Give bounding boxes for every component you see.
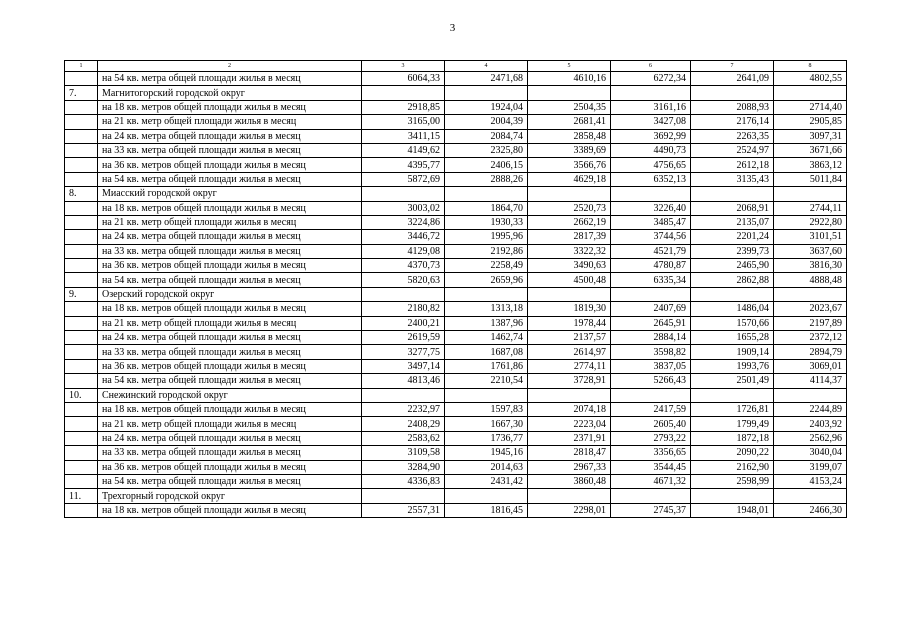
value-cell-col-5: 3728,91: [528, 374, 611, 388]
value-cell-col-6: 6352,13: [611, 172, 691, 186]
empty-cell: [65, 244, 98, 258]
value-cell-col-6: 3692,99: [611, 129, 691, 143]
value-cell-col-6: 4671,32: [611, 474, 691, 488]
value-cell-col-5: 3490,63: [528, 259, 611, 273]
value-cell-col-4: 2325,80: [445, 143, 528, 157]
table-row: [65, 345, 847, 359]
value-cell-col-7: 2399,73: [691, 244, 774, 258]
value-cell-col-5: 2298,01: [528, 503, 611, 517]
value-cell-col-6: 3226,40: [611, 201, 691, 215]
district-number: 10.: [65, 388, 98, 402]
district-number: 7.: [65, 86, 98, 100]
value-cell-col-5: 2681,41: [528, 115, 611, 129]
value-cell-col-4: 1736,77: [445, 431, 528, 445]
table-row: [65, 460, 847, 474]
value-cell-col-7: 1799,49: [691, 417, 774, 431]
row-description: на 36 кв. метров общей площади жилья в месяц: [98, 259, 362, 273]
table-row: [65, 201, 847, 215]
value-cell-col-8: 3040,04: [774, 446, 847, 460]
empty-cell: [65, 215, 98, 229]
value-cell-col-3: 6064,33: [362, 72, 445, 86]
row-description: на 33 кв. метра общей площади жилья в месяц: [98, 244, 362, 258]
table-row: [65, 374, 847, 388]
value-cell-col-6: 4490,73: [611, 143, 691, 157]
empty-cell: [691, 388, 774, 402]
empty-cell: [528, 489, 611, 503]
table-row: [65, 503, 847, 517]
value-cell-col-8: 2403,92: [774, 417, 847, 431]
table-row: [65, 143, 847, 157]
table-row: [65, 431, 847, 445]
row-description: на 24 кв. метра общей площади жилья в месяц: [98, 431, 362, 445]
empty-cell: [774, 388, 847, 402]
value-cell-col-3: 3277,75: [362, 345, 445, 359]
value-cell-col-5: 3389,69: [528, 143, 611, 157]
value-cell-col-8: 3816,30: [774, 259, 847, 273]
empty-cell: [65, 201, 98, 215]
value-cell-col-4: 1995,96: [445, 230, 528, 244]
table-body: [65, 61, 847, 518]
value-cell-col-7: 2162,90: [691, 460, 774, 474]
empty-cell: [528, 388, 611, 402]
value-cell-col-6: 4521,79: [611, 244, 691, 258]
empty-cell: [445, 489, 528, 503]
empty-cell: [65, 129, 98, 143]
value-cell-col-6: 6335,34: [611, 273, 691, 287]
row-description: на 21 кв. метр общей площади жилья в месяц: [98, 417, 362, 431]
table-row: [65, 259, 847, 273]
table-row: [65, 100, 847, 114]
value-cell-col-8: 2197,89: [774, 316, 847, 330]
value-cell-col-5: 2614,97: [528, 345, 611, 359]
empty-cell: [65, 273, 98, 287]
empty-cell: [774, 287, 847, 301]
row-description: на 33 кв. метра общей площади жилья в месяц: [98, 143, 362, 157]
empty-cell: [445, 388, 528, 402]
row-description: на 21 кв. метр общей площади жилья в месяц: [98, 115, 362, 129]
empty-cell: [65, 345, 98, 359]
value-cell-col-5: 3860,48: [528, 474, 611, 488]
table-row: [65, 230, 847, 244]
value-cell-col-3: 5820,63: [362, 273, 445, 287]
value-cell-col-8: 2023,67: [774, 302, 847, 316]
value-cell-col-3: 3165,00: [362, 115, 445, 129]
value-cell-col-5: 4629,18: [528, 172, 611, 186]
empty-cell: [611, 187, 691, 201]
column-number-6: 6: [611, 61, 691, 72]
table-row: [65, 72, 847, 86]
column-number-1: 1: [65, 61, 98, 72]
value-cell-col-8: 2466,30: [774, 503, 847, 517]
empty-cell: [65, 158, 98, 172]
value-cell-col-6: 2645,91: [611, 316, 691, 330]
value-cell-col-4: 2014,63: [445, 460, 528, 474]
value-cell-col-7: 2201,24: [691, 230, 774, 244]
value-cell-col-4: 1687,08: [445, 345, 528, 359]
value-cell-col-7: 1486,04: [691, 302, 774, 316]
value-cell-col-5: 1978,44: [528, 316, 611, 330]
value-cell-col-3: 4129,08: [362, 244, 445, 258]
empty-cell: [65, 446, 98, 460]
district-number: 11.: [65, 489, 98, 503]
value-cell-col-3: 4813,46: [362, 374, 445, 388]
value-cell-col-7: 1570,66: [691, 316, 774, 330]
empty-cell: [65, 259, 98, 273]
empty-cell: [445, 287, 528, 301]
empty-cell: [65, 359, 98, 373]
value-cell-col-8: 3097,31: [774, 129, 847, 143]
table-row: [65, 446, 847, 460]
row-description: на 54 кв. метра общей площади жилья в месяц: [98, 474, 362, 488]
district-row: [65, 86, 847, 100]
table-row: [65, 359, 847, 373]
empty-cell: [528, 287, 611, 301]
empty-cell: [65, 474, 98, 488]
empty-cell: [445, 86, 528, 100]
value-cell-col-7: 1909,14: [691, 345, 774, 359]
value-cell-col-8: 3069,01: [774, 359, 847, 373]
district-row: [65, 388, 847, 402]
value-cell-col-6: 3356,65: [611, 446, 691, 460]
row-description: на 18 кв. метров общей площади жилья в месяц: [98, 201, 362, 215]
row-description: на 21 кв. метр общей площади жилья в месяц: [98, 215, 362, 229]
value-cell-col-7: 2598,99: [691, 474, 774, 488]
value-cell-col-3: 5872,69: [362, 172, 445, 186]
value-cell-col-6: 4780,87: [611, 259, 691, 273]
row-description: на 24 кв. метра общей площади жилья в месяц: [98, 230, 362, 244]
value-cell-col-3: 3411,15: [362, 129, 445, 143]
value-cell-col-7: 2068,91: [691, 201, 774, 215]
value-cell-col-3: 3497,14: [362, 359, 445, 373]
value-cell-col-6: 3598,82: [611, 345, 691, 359]
row-description: на 18 кв. метров общей площади жилья в месяц: [98, 402, 362, 416]
table-row: [65, 316, 847, 330]
empty-cell: [445, 187, 528, 201]
value-cell-col-8: 4153,24: [774, 474, 847, 488]
empty-cell: [65, 230, 98, 244]
empty-cell: [774, 489, 847, 503]
value-cell-col-7: 3135,43: [691, 172, 774, 186]
value-cell-col-3: 3446,72: [362, 230, 445, 244]
value-cell-col-7: 2612,18: [691, 158, 774, 172]
empty-cell: [691, 187, 774, 201]
row-description: на 21 кв. метр общей площади жилья в месяц: [98, 316, 362, 330]
value-cell-col-6: 3427,08: [611, 115, 691, 129]
value-cell-col-4: 1667,30: [445, 417, 528, 431]
value-cell-col-4: 2084,74: [445, 129, 528, 143]
value-cell-col-5: 2858,48: [528, 129, 611, 143]
value-cell-col-5: 4610,16: [528, 72, 611, 86]
district-row: [65, 489, 847, 503]
value-cell-col-4: 2210,54: [445, 374, 528, 388]
empty-cell: [611, 287, 691, 301]
value-cell-col-6: 2745,37: [611, 503, 691, 517]
row-description: на 36 кв. метров общей площади жилья в месяц: [98, 460, 362, 474]
value-cell-col-7: 1726,81: [691, 402, 774, 416]
table-row: [65, 474, 847, 488]
value-cell-col-3: 3109,58: [362, 446, 445, 460]
district-row: [65, 287, 847, 301]
value-cell-col-4: 2406,15: [445, 158, 528, 172]
empty-cell: [362, 187, 445, 201]
value-cell-col-4: 1387,96: [445, 316, 528, 330]
value-cell-col-6: 3161,16: [611, 100, 691, 114]
value-cell-col-4: 1924,04: [445, 100, 528, 114]
value-cell-col-6: 3485,47: [611, 215, 691, 229]
row-description: на 54 кв. метра общей площади жилья в месяц: [98, 273, 362, 287]
value-cell-col-8: 2894,79: [774, 345, 847, 359]
value-cell-col-5: 2223,04: [528, 417, 611, 431]
empty-cell: [362, 86, 445, 100]
value-cell-col-3: 2232,97: [362, 402, 445, 416]
column-number-2: 2: [98, 61, 362, 72]
value-cell-col-3: 3003,02: [362, 201, 445, 215]
value-cell-col-8: 4114,37: [774, 374, 847, 388]
value-cell-col-3: 4370,73: [362, 259, 445, 273]
empty-cell: [362, 388, 445, 402]
value-cell-col-7: 2135,07: [691, 215, 774, 229]
value-cell-col-7: 1948,01: [691, 503, 774, 517]
row-description: на 33 кв. метра общей площади жилья в месяц: [98, 345, 362, 359]
row-description: на 36 кв. метров общей площади жилья в месяц: [98, 359, 362, 373]
value-cell-col-4: 1930,33: [445, 215, 528, 229]
value-cell-col-5: 3566,76: [528, 158, 611, 172]
empty-cell: [774, 187, 847, 201]
empty-cell: [65, 72, 98, 86]
empty-cell: [528, 86, 611, 100]
value-cell-col-3: 2918,85: [362, 100, 445, 114]
row-description: на 18 кв. метров общей площади жилья в месяц: [98, 503, 362, 517]
empty-cell: [65, 143, 98, 157]
district-name: Трехгорный городской округ: [98, 489, 362, 503]
value-cell-col-5: 1819,30: [528, 302, 611, 316]
empty-cell: [774, 86, 847, 100]
value-cell-col-5: 2818,47: [528, 446, 611, 460]
empty-cell: [65, 402, 98, 416]
empty-cell: [65, 374, 98, 388]
value-cell-col-8: 2562,96: [774, 431, 847, 445]
empty-cell: [65, 316, 98, 330]
value-cell-col-3: 3224,86: [362, 215, 445, 229]
row-description: на 54 кв. метра общей площади жилья в месяц: [98, 72, 362, 86]
value-cell-col-6: 2793,22: [611, 431, 691, 445]
row-description: на 54 кв. метра общей площади жилья в месяц: [98, 374, 362, 388]
empty-cell: [362, 287, 445, 301]
value-cell-col-4: 2431,42: [445, 474, 528, 488]
value-cell-col-8: 3671,66: [774, 143, 847, 157]
value-cell-col-8: 2922,80: [774, 215, 847, 229]
value-cell-col-5: 2967,33: [528, 460, 611, 474]
column-number-3: 3: [362, 61, 445, 72]
empty-cell: [65, 172, 98, 186]
value-cell-col-6: 3744,56: [611, 230, 691, 244]
empty-cell: [611, 489, 691, 503]
value-cell-col-4: 1816,45: [445, 503, 528, 517]
table-row: [65, 158, 847, 172]
district-name: Миасский городской округ: [98, 187, 362, 201]
table-row: [65, 302, 847, 316]
value-cell-col-7: 2465,90: [691, 259, 774, 273]
table-row: [65, 331, 847, 345]
value-cell-col-6: 5266,43: [611, 374, 691, 388]
district-name: Снежинский городской округ: [98, 388, 362, 402]
value-cell-col-7: 2263,35: [691, 129, 774, 143]
value-cell-col-4: 2258,49: [445, 259, 528, 273]
value-cell-col-6: 2884,14: [611, 331, 691, 345]
row-description: на 36 кв. метров общей площади жилья в месяц: [98, 158, 362, 172]
value-cell-col-4: 1462,74: [445, 331, 528, 345]
value-cell-col-4: 1945,16: [445, 446, 528, 460]
value-cell-col-3: 2557,31: [362, 503, 445, 517]
table-row: [65, 417, 847, 431]
district-name: Озерский городской округ: [98, 287, 362, 301]
value-cell-col-7: 2090,22: [691, 446, 774, 460]
value-cell-col-8: 3863,12: [774, 158, 847, 172]
value-cell-col-6: 2407,69: [611, 302, 691, 316]
value-cell-col-8: 4888,48: [774, 273, 847, 287]
value-cell-col-7: 2176,14: [691, 115, 774, 129]
value-cell-col-3: 3284,90: [362, 460, 445, 474]
value-cell-col-5: 2504,35: [528, 100, 611, 114]
value-cell-col-3: 2619,59: [362, 331, 445, 345]
value-cell-col-7: 2524,97: [691, 143, 774, 157]
table-row: [65, 273, 847, 287]
row-description: на 18 кв. метров общей площади жилья в месяц: [98, 100, 362, 114]
value-cell-col-4: 1761,86: [445, 359, 528, 373]
value-cell-col-8: 2744,11: [774, 201, 847, 215]
table-row: [65, 244, 847, 258]
column-number-4: 4: [445, 61, 528, 72]
value-cell-col-7: 2862,88: [691, 273, 774, 287]
value-cell-col-3: 2400,21: [362, 316, 445, 330]
value-cell-col-5: 2520,73: [528, 201, 611, 215]
district-number: 9.: [65, 287, 98, 301]
district-row: [65, 187, 847, 201]
value-cell-col-7: 2641,09: [691, 72, 774, 86]
empty-cell: [611, 86, 691, 100]
value-cell-col-3: 2408,29: [362, 417, 445, 431]
value-cell-col-8: 5011,84: [774, 172, 847, 186]
value-cell-col-6: 3544,45: [611, 460, 691, 474]
value-cell-col-4: 1597,83: [445, 402, 528, 416]
district-number: 8.: [65, 187, 98, 201]
value-cell-col-8: 2244,89: [774, 402, 847, 416]
page-number: 3: [449, 22, 456, 34]
column-number-5: 5: [528, 61, 611, 72]
empty-cell: [65, 417, 98, 431]
table-row: [65, 402, 847, 416]
empty-cell: [65, 331, 98, 345]
value-cell-col-3: 2180,82: [362, 302, 445, 316]
value-cell-col-3: 2583,62: [362, 431, 445, 445]
value-cell-col-4: 1313,18: [445, 302, 528, 316]
column-number-7: 7: [691, 61, 774, 72]
value-cell-col-5: 2137,57: [528, 331, 611, 345]
value-cell-col-3: 4149,62: [362, 143, 445, 157]
value-cell-col-8: 3199,07: [774, 460, 847, 474]
empty-cell: [691, 287, 774, 301]
empty-cell: [611, 388, 691, 402]
value-cell-col-8: 2372,12: [774, 331, 847, 345]
value-cell-col-7: 2501,49: [691, 374, 774, 388]
value-cell-col-8: 3101,51: [774, 230, 847, 244]
value-cell-col-7: 2088,93: [691, 100, 774, 114]
value-cell-col-6: 3837,05: [611, 359, 691, 373]
empty-cell: [691, 86, 774, 100]
value-cell-col-3: 4336,83: [362, 474, 445, 488]
table-row: [65, 215, 847, 229]
value-cell-col-8: 2714,40: [774, 100, 847, 114]
value-cell-col-5: 2817,39: [528, 230, 611, 244]
value-cell-col-5: 2662,19: [528, 215, 611, 229]
empty-cell: [65, 302, 98, 316]
row-description: на 24 кв. метра общей площади жилья в месяц: [98, 129, 362, 143]
row-description: на 24 кв. метра общей площади жилья в месяц: [98, 331, 362, 345]
value-cell-col-7: 1655,28: [691, 331, 774, 345]
value-cell-col-5: 4500,48: [528, 273, 611, 287]
value-cell-col-5: 2371,91: [528, 431, 611, 445]
empty-cell: [65, 100, 98, 114]
value-cell-col-5: 2074,18: [528, 402, 611, 416]
empty-cell: [65, 503, 98, 517]
table-row: [65, 129, 847, 143]
value-cell-col-5: 2774,11: [528, 359, 611, 373]
empty-cell: [65, 115, 98, 129]
value-cell-col-4: 2004,39: [445, 115, 528, 129]
row-description: на 18 кв. метров общей площади жилья в месяц: [98, 302, 362, 316]
row-description: на 33 кв. метра общей площади жилья в месяц: [98, 446, 362, 460]
value-cell-col-4: 2888,26: [445, 172, 528, 186]
value-cell-col-4: 2659,96: [445, 273, 528, 287]
value-cell-col-7: 1872,18: [691, 431, 774, 445]
value-cell-col-6: 4756,65: [611, 158, 691, 172]
value-cell-col-4: 2192,86: [445, 244, 528, 258]
value-cell-col-8: 3637,60: [774, 244, 847, 258]
tariff-table: [64, 60, 847, 518]
column-number-8: 8: [774, 61, 847, 72]
value-cell-col-8: 4802,55: [774, 72, 847, 86]
value-cell-col-5: 3322,32: [528, 244, 611, 258]
value-cell-col-6: 6272,34: [611, 72, 691, 86]
value-cell-col-4: 1864,70: [445, 201, 528, 215]
empty-cell: [691, 489, 774, 503]
table-row: [65, 115, 847, 129]
column-number-header-row: [65, 61, 847, 72]
empty-cell: [65, 460, 98, 474]
empty-cell: [362, 489, 445, 503]
value-cell-col-7: 1993,76: [691, 359, 774, 373]
value-cell-col-6: 2605,40: [611, 417, 691, 431]
value-cell-col-4: 2471,68: [445, 72, 528, 86]
table-row: [65, 172, 847, 186]
empty-cell: [65, 431, 98, 445]
district-name: Магнитогорский городской округ: [98, 86, 362, 100]
value-cell-col-3: 4395,77: [362, 158, 445, 172]
row-description: на 54 кв. метра общей площади жилья в месяц: [98, 172, 362, 186]
value-cell-col-8: 2905,85: [774, 115, 847, 129]
empty-cell: [528, 187, 611, 201]
value-cell-col-6: 2417,59: [611, 402, 691, 416]
